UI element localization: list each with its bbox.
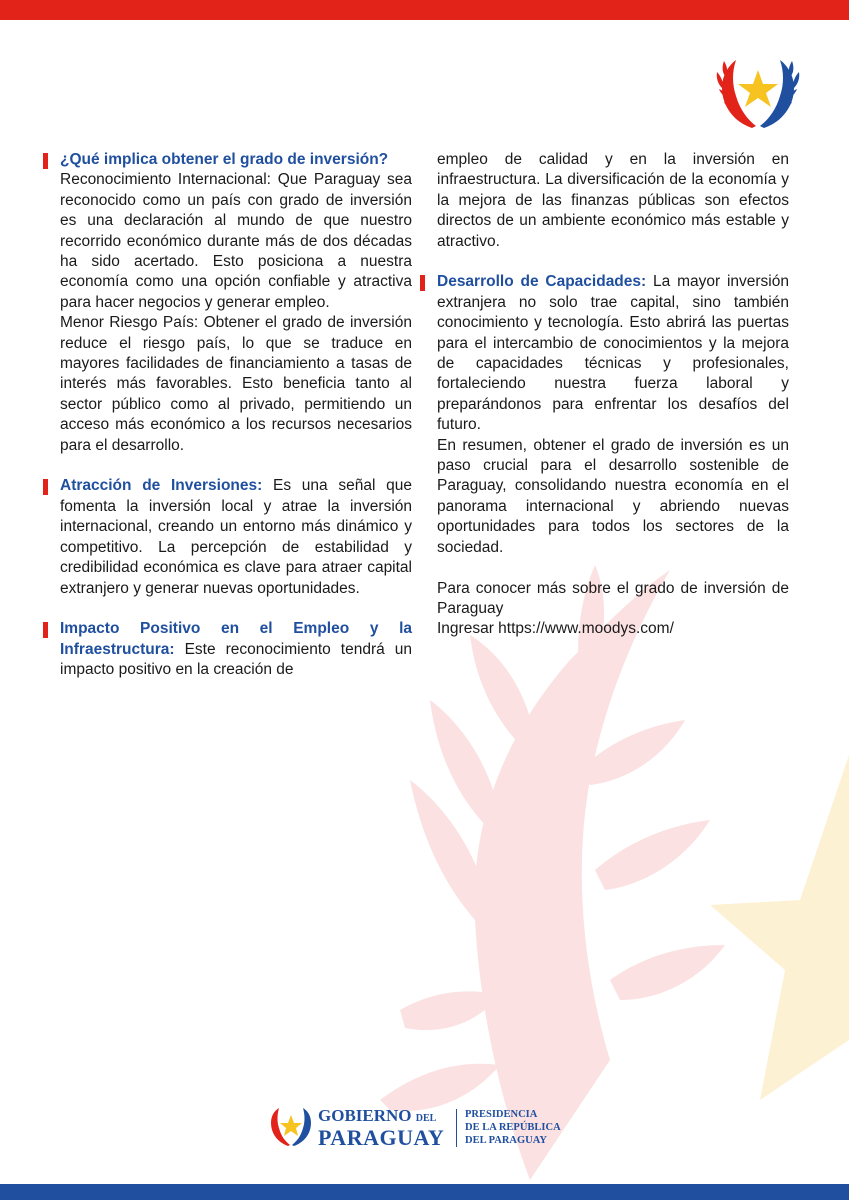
paraguay-text: PARAGUAY [318, 1125, 445, 1150]
section-heading: Atracción de Inversiones: [60, 477, 263, 495]
footer-emblem-icon [268, 1106, 314, 1148]
paragraph-continuation: empleo de calidad y en la inversión en infraestructura. La diversificación de la economía y la mejora de las finanzas públicas son efectos directos de un ambiente económico más estable y atractivo. [437, 151, 789, 250]
red-marker [43, 153, 48, 169]
section-desarrollo [437, 272, 789, 435]
section-grado-inversion [60, 150, 412, 170]
red-marker [43, 622, 48, 638]
section-heading: ¿Qué implica obtener el grado de inversión? [60, 151, 389, 168]
paragraph-riesgo-pais: Menor Riesgo País: Obtener el grado de inversión reduce el riesgo país, lo que se traduce en mayores facilidades de financiamiento a tasas de interés más favorables. Esto beneficia tanto al sector público como al privado, permitiendo un acceso más económico a los recursos necesarios para el desarrollo. [60, 314, 412, 454]
red-marker [43, 479, 48, 495]
section-atraccion [60, 476, 412, 598]
presidencia-wordmark [465, 1108, 595, 1147]
gobierno-wordmark [318, 1106, 458, 1149]
bottom-blue-stripe [0, 1184, 849, 1200]
section-heading: Impacto Positivo en el Empleo y la Infraestructura: [60, 620, 412, 658]
top-red-stripe [0, 0, 849, 20]
paragraph-reconocimiento: Reconocimiento Internacional: Que Paraguay sea reconocido como un país con grado de inversión es una declaración al mundo de que nuestro recorrido económico durante más de dos décadas ha sido acertado. Esto posiciona a nuestra economía como una opción confiable y atractiva para hacer negocios y generar empleo. [60, 171, 412, 311]
paragraph-more-info: Para conocer más sobre el grado de inversión de Paraguay [437, 579, 789, 617]
section-impacto [60, 619, 412, 680]
section-text: Este reconocimiento tendrá un impacto positivo en la creación de [60, 640, 412, 679]
red-marker [420, 275, 425, 291]
footer-divider [456, 1109, 457, 1147]
moodys-link[interactable]: Ingresar https://www.moodys.com/ [437, 620, 674, 638]
left-column [60, 150, 412, 681]
right-column [437, 150, 789, 640]
section-text: La mayor inversión extranjera no solo trae capital, sino también conocimiento y tecnología. Esto abrirá las puertas para el intercambio de conocimientos y la mejora de capacidades técnicas y profesionales, fortaleciendo nuestra fuerza laboral y preparándonos para enfrentar los desafíos del futuro. [437, 273, 789, 434]
section-text: Es una señal que fomenta la inversión local y atrae la inversión internacional, creando un entorno más dinámico y competitivo. La percepción de estabilidad y credibilidad económica es clave para atraer capital extranjero y generar nuevas oportunidades. [60, 477, 412, 597]
presidencia-line: DEL PARAGUAY [465, 1135, 547, 1146]
laurel-star-emblem [716, 56, 800, 132]
paragraph-summary: En resumen, obtener el grado de inversión es un paso crucial para el desarrollo sostenible de Paraguay, consolidando nuestra economía en el panorama internacional y abriendo nuevas oportunidades para todos los sectores de la sociedad. [437, 436, 789, 556]
del-text: DEL [415, 1113, 437, 1124]
presidencia-line: DE LA REPÚBLICA [465, 1122, 561, 1133]
gobierno-text: GOBIERNO [318, 1106, 412, 1125]
section-heading: Desarrollo de Capacidades: [437, 273, 647, 291]
presidencia-line: PRESIDENCIA [465, 1109, 538, 1120]
footer-logo [268, 1106, 588, 1152]
